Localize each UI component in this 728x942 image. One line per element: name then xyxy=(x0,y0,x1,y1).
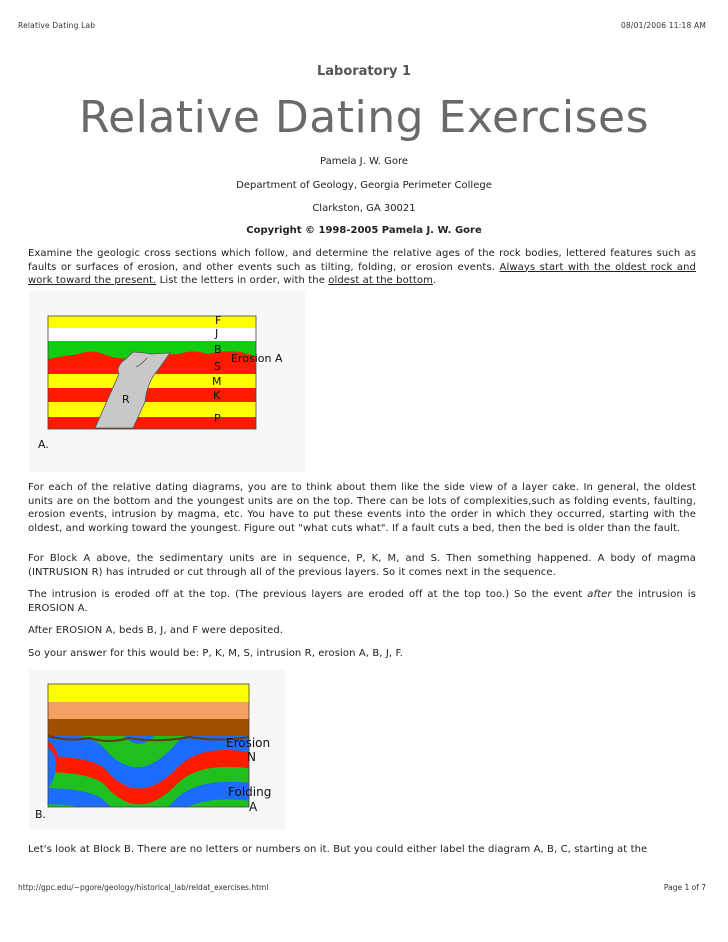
intrusion-text-2: the intrusion is EROSION A. xyxy=(28,589,696,614)
label-s: S xyxy=(214,360,221,373)
paragraph-block-b: Let's look at Block B. There are no letters or numbers on it. But you could either label the diagram A, B, C, starting at the xyxy=(28,844,648,855)
location: Clarkston, GA 30021 xyxy=(312,203,416,214)
author: Pamela J. W. Gore xyxy=(319,156,408,167)
paragraph-answer-a: So your answer for this would be: P, K, M, S, intrusion R, erosion A, B, J, F. xyxy=(28,648,403,659)
label-p: P xyxy=(214,412,221,425)
label-r: R xyxy=(122,393,130,406)
paragraph-layer-cake: For each of the relative dating diagrams, you are to think about them like the side view of a layer cake. In general, the oldest units are on the bottom and the youngest units are on the top. There can be lots of complexities,such as folding events, faulting, erosion events, intrusion by magma, etc. You have to put these events into the order in which they occurred, starting with the oldest, and working toward the youngest. Figure out "what cuts what". If a fault cuts a bed, then the bed is older than the fault. xyxy=(28,482,696,534)
label-erosion-n: N xyxy=(247,750,256,764)
label-folding-a: A xyxy=(249,800,258,814)
label-k: K xyxy=(213,389,221,402)
intro-paragraph xyxy=(28,247,696,288)
lab-label: Laboratory 1 xyxy=(316,64,412,79)
running-header-datetime: 08/01/2006 11:18 AM xyxy=(620,21,706,30)
intro-text-3: . xyxy=(432,275,437,286)
running-footer-url: http://gpc.edu/~pgore/geology/historical_lab/reldat_exercises.html xyxy=(18,883,269,892)
label-j: J xyxy=(215,327,219,340)
running-header-title: Relative Dating Lab xyxy=(18,21,96,30)
figure-block-b xyxy=(29,670,285,830)
layer-j xyxy=(48,328,256,341)
link-oldest-at-bottom[interactable]: oldest at the bottom xyxy=(328,275,433,286)
running-footer-page: Page 1 of 7 xyxy=(663,883,706,892)
paragraph-intrusion xyxy=(28,588,696,615)
figure-block-a xyxy=(29,290,305,472)
label-b: B xyxy=(214,343,222,356)
layer-m xyxy=(48,388,256,402)
layer-brown xyxy=(48,719,249,736)
link-start-oldest[interactable]: Always start with the oldest rock and work toward the present. xyxy=(28,261,696,286)
label-f: F xyxy=(215,314,222,327)
block-b-diagram xyxy=(29,670,285,830)
layer-yellow-top xyxy=(48,684,249,702)
block-a-label: A. xyxy=(38,438,49,451)
department: Department of Geology, Georgia Perimeter College xyxy=(236,180,492,191)
intro-text-1: Examine the geologic cross sections which follow, and determine the relative ages of the rock bodies, lettered features such as faults or surfaces of erosion, and other events such as tilting, folding, or erosion events. xyxy=(28,248,696,273)
intrusion-emphasis: after xyxy=(587,589,612,600)
layer-k xyxy=(48,402,256,417)
intro-text-2: List the letters in order, with the xyxy=(156,275,329,286)
label-folding-word: Folding xyxy=(228,785,272,799)
label-erosion-a: Erosion A xyxy=(231,352,283,365)
copyright: Copyright © 1998-2005 Pamela J. W. Gore xyxy=(246,225,482,236)
page-title: Relative Dating Exercises xyxy=(78,92,650,143)
paragraph-after-erosion: After EROSION A, beds B, J, and F were deposited. xyxy=(28,625,284,636)
layer-f xyxy=(48,316,256,328)
paragraph-block-a: For Block A above, the sedimentary units are in sequence, P, K, M, and S. Then something happened. A body of magma (INTRUSION R) has intruded or cut through all of the previous layers. So it comes next in the sequence. xyxy=(28,553,696,578)
block-a-diagram xyxy=(29,290,305,472)
intrusion-text-1: The intrusion is eroded off at the top. (The previous layers are eroded off at the top too.) So the event xyxy=(28,589,588,600)
label-m: M xyxy=(212,375,222,388)
layer-orange xyxy=(48,702,249,719)
block-b-label: B. xyxy=(35,808,47,821)
label-erosion-word: Erosion xyxy=(226,736,271,750)
layer-p xyxy=(48,417,256,429)
